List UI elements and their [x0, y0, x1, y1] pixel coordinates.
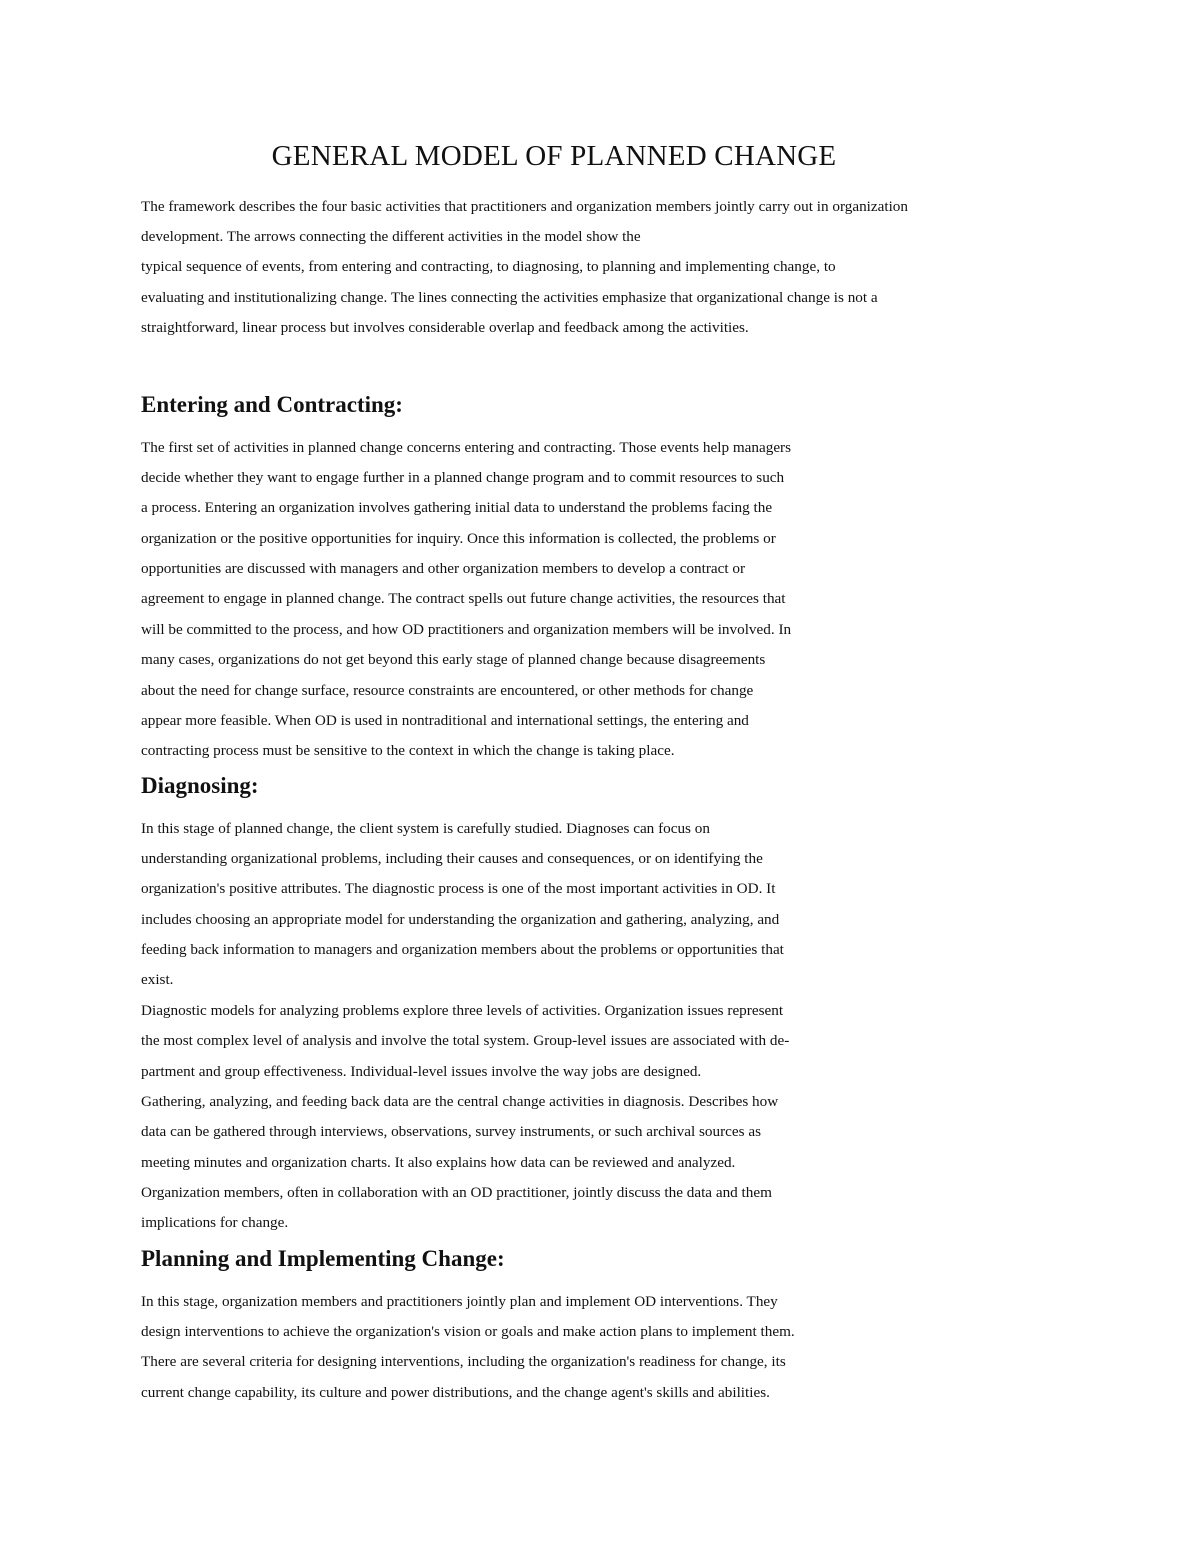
section-line: many cases, organizations do not get beyond this early stage of planned change because disagreements — [141, 651, 766, 668]
section-heading-entering: Entering and Contracting: — [141, 392, 403, 417]
intro-line: typical sequence of events, from entering and contracting, to diagnosing, to planning and implementing change, to — [141, 258, 836, 275]
intro-line: The framework describes the four basic activities that practitioners and organization members jointly carry out in organization — [141, 198, 908, 215]
section-line: a process. Entering an organization involves gathering initial data to understand the problems facing the — [141, 499, 773, 516]
intro-line: evaluating and institutionalizing change. The lines connecting the activities emphasize that organizational change is not a — [141, 289, 878, 306]
section-line: exist. — [141, 971, 174, 988]
document-title: GENERAL MODEL OF PLANNED CHANGE — [271, 140, 837, 172]
section-line: design interventions to achieve the organization's vision or goals and make action plans to implement them. — [141, 1323, 795, 1340]
section-line: opportunities are discussed with managers and other organization members to develop a contract or — [141, 560, 746, 577]
section-heading-diagnosing: Diagnosing: — [141, 773, 259, 798]
section-line: will be committed to the process, and how OD practitioners and organization members will be involved. In — [141, 621, 792, 638]
intro-line: development. The arrows connecting the different activities in the model show the — [141, 228, 641, 245]
section-line: organization's positive attributes. The diagnostic process is one of the most important activities in OD. It — [141, 880, 776, 897]
section-line: feeding back information to managers and organization members about the problems or opportunities that — [141, 941, 784, 958]
section-line: data can be gathered through interviews, observations, survey instruments, or such archival sources as — [141, 1123, 761, 1140]
section-line: partment and group effectiveness. Individual-level issues involve the way jobs are designed. — [141, 1063, 702, 1080]
section-line: appear more feasible. When OD is used in nontraditional and international settings, the entering and — [141, 712, 749, 729]
section-line: includes choosing an appropriate model for understanding the organization and gathering, analyzing, and — [141, 911, 780, 928]
section-line: There are several criteria for designing interventions, including the organization's readiness for change, its — [141, 1353, 786, 1370]
section-line: understanding organizational problems, including their causes and consequences, or on identifying the — [141, 850, 763, 867]
section-line: current change capability, its culture and power distributions, and the change agent's skills and abilities. — [141, 1384, 770, 1401]
section-line: agreement to engage in planned change. The contract spells out future change activities, the resources that — [141, 590, 786, 607]
section-line: meeting minutes and organization charts. It also explains how data can be reviewed and analyzed. — [141, 1154, 736, 1171]
section-line: decide whether they want to engage further in a planned change program and to commit resources to such — [141, 469, 785, 486]
section-line: the most complex level of analysis and involve the total system. Group-level issues are associated with de- — [141, 1032, 790, 1049]
section-line: Diagnostic models for analyzing problems explore three levels of activities. Organization issues represent — [141, 1002, 784, 1019]
intro-line: straightforward, linear process but involves considerable overlap and feedback among the activities. — [141, 319, 749, 336]
section-line: contracting process must be sensitive to the context in which the change is taking place. — [141, 742, 675, 759]
section-line: Organization members, often in collaboration with an OD practitioner, jointly discuss the data and them — [141, 1184, 772, 1201]
section-line: organization or the positive opportunities for inquiry. Once this information is collected, the problems or — [141, 530, 776, 547]
section-line: The first set of activities in planned change concerns entering and contracting. Those events help managers — [141, 439, 792, 456]
section-line: In this stage, organization members and practitioners jointly plan and implement OD interventions. They — [141, 1293, 778, 1310]
section-line: implications for change. — [141, 1214, 289, 1231]
section-line: about the need for change surface, resource constraints are encountered, or other methods for change — [141, 682, 754, 699]
section-heading-planning: Planning and Implementing Change: — [141, 1246, 505, 1271]
section-line: In this stage of planned change, the client system is carefully studied. Diagnoses can focus on — [141, 820, 710, 837]
section-line: Gathering, analyzing, and feeding back data are the central change activities in diagnosis. Describes how — [141, 1093, 779, 1110]
